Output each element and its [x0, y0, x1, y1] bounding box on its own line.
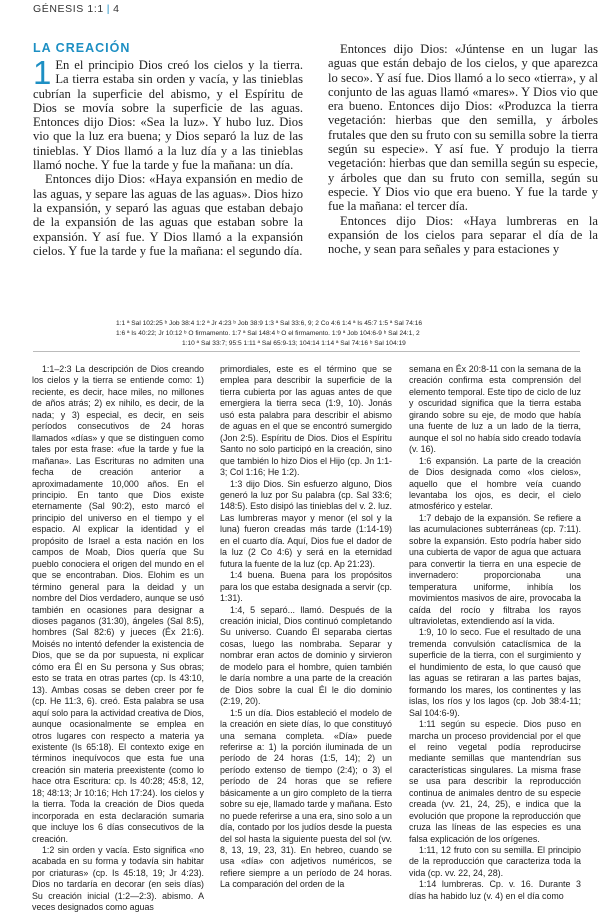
scripture-column-left — [33, 54, 303, 258]
study-note: 1:3 dijo Dios. Sin esfuerzo alguno, Dios generó la luz por Su palabra (cp. Sal 33:6; 148:5). Esto disipó las tinieblas del v. 2. luz. Las lumbreras mayor y menor (el sol y la luna) fueron creadas más tarde (1:14-19) en el cuarto día. Aquí, Dios fue el dador de la luz (2 Co 4:6) y será en la eternidad futura la fuente de la luz (cp. Ap 21:23). — [220, 478, 392, 569]
cross-reference-line: 1:6 ª Is 40:22; Jr 10:12 ᵇ O firmamento. 1:7 ª Sal 148:4 ᵇ O el firmamento. 1:9 ª Job 104:6-9 ᵇ Sal 24:1, 2 — [116, 330, 420, 337]
study-note: 1:1–2:3 La descripción de Dios creando los cielos y la tierra se entiende como: 1) reciente, es decir, hace miles, no millones de años atrás; 2) ex nihilo, es decir, de la nada; y 3) especial, es decir, en seis períodos consecutivos de 24 horas llamados «días» y que se distinguen como tales por esta frase: «fue la tarde y fue la mañana». Las Escrituras no admiten una fecha de creación anterior a aproximadamente 10,000 años. En el principio. En tanto que Dios existe eternamente (Sal 90:2), esto marcó el principio del universo en el tiempo y el espacio. Al explicar la identidad y el propósito de Israel a esta nación en los campos de Moab, Dios quería que Su pueblo conociera el origen del mundo en el que se encontraban. Dios. Elohim es un término general para la deidad y un nombre del Dios verdadero, aunque se usó también en ocasiones para designar a dioses paganos (31:30), ángeles (Sal 8:5), hombres (Sal 82:6) y jueces (Éx 21:6). Moisés no intentó defender la existencia de Dios, que se da por supuesta, ni explicar cómo era Él en Su persona y Sus obras; esto se trata en otras partes (cp. Is 43:10, 13). Ambas cosas se deben creer por fe (cp. He 11:3, 6). creó. Esta palabra se usa aquí solo para la actividad creativa de Dios, aunque ocasionalmente se emplea en otros lugares con respecto a materia ya existente (Is 65:18). El contexto exige en términos inequívocos que esta fue una creación sin materia preexistente (como lo hace otra Escritura: cp. Is 40:28; 45:8, 12, 18; 48:13; Jr 10:16; Hch 17:24). los cielos y la tierra. Toda la creación de Dios queda incorporada en esta declaración sumaria que incluye los 6 días consecutivos de la creación. — [32, 364, 204, 844]
study-note: 1:2 sin orden y vacía. Esto significa «no acabada en su forma y todavía sin habitar por criaturas» (cp. Is 45:18, 19; Jr 4:23). Dios no tardaría en decorar (en seis días) Su creación inicial (1:2—2:3). abismo. A veces designados como aguas — [32, 845, 204, 913]
chapter-drop-cap: 1 — [33, 54, 52, 91]
scripture-text: En el principio Dios creó los cielos y la tierra. La tierra estaba sin orden y vacía, y las tinieblas cubrían la superficie del abismo, y el Espíritu de Dios se movía sobre la superficie de las aguas. Entonces dijo Dios: «Sea la luz». Y hubo luz. Dios vio que la luz era buena; y Dios separó la luz de las tinieblas. Y Dios llamó a la luz día y a las tinieblas llamó noche. Y fue la tarde y fue la mañana: un día. — [33, 58, 303, 173]
study-note: 1:7 debajo de la expansión. Se refiere a las acumulaciones subterráneas (cp. 7:11). sobre la expansión. Esto podría haber sido una cubierta de vapor de agua que actuara para convertir la tierra en una especie de invernadero: proporcionaba una temperatura uniforme, inhibía los movimientos masivos de aire, provocaba la caída del rocío y filtraba los rayos ultravioletas, extendiendo así la vida. — [409, 512, 581, 626]
running-header — [33, 3, 120, 15]
study-note: 1:9, 10 lo seco. Fue el resultado de una tremenda convulsión cataclísmica de la superficie de la tierra, con el surgimiento y el hundimiento de esta, lo que causó que las aguas se retiraran a las partes bajas, formando los mares, los continentes y las islas, los ríos y los lagos (cp. Job 38:4-11; Sal 104:6-9). — [409, 627, 581, 718]
study-note: 1:4 buena. Buena para los propósitos para los que estaba designada a servir (cp. 1:31). — [220, 570, 392, 604]
study-note: 1:14 lumbreras. Cp. v. 16. Durante 3 días ha habido luz (v. 4) en el día como — [409, 879, 581, 901]
study-note: 1:11, 12 fruto con su semilla. El principio de la reproducción que caracteriza toda la vida (cp. vv. 22, 24, 28). — [409, 845, 581, 878]
study-note: primordiales, este es el término que se emplea para describir la superficie de la tierra cubierta por las aguas antes de que emergiera la tierra seca (1:9, 10). Jonás usó esta palabra para describir el abismo de aguas en el que se encontró sumergido (Jon 2:5). Espíritu de Dios. Dios el Espíritu Santo no solo participó en la creación, sino que también lo hizo Dios el Hijo (cp. Jn 1:1-3; Col 1:16; He 1:2). — [220, 364, 392, 478]
scripture-paragraph: Entonces dijo Dios: «Haya expansión en medio de las aguas, y separe las aguas de las aguas». Dios hizo la expansión, y separó las aguas que estaban debajo de la expansión de las aguas que estaban sobre la expansión. Y así fue. Y Dios llamó a la expansión cielos. Y fue la tarde y fue la mañana: el segundo día. — [33, 172, 303, 258]
study-notes-column-2 — [220, 364, 392, 891]
scripture-paragraph: Entonces dijo Dios: «Júntense en un lugar las aguas que están debajo de los cielos, y que aparezca lo seco». Y así fue. Dios llamó a lo seco «tierra», y al conjunto de las aguas llamó «mares». Y Dios vio que era bueno. Entonces dijo Dios: «Produzca la tierra vegetación: hierbas que den semilla, y árboles frutales que den su fruto con su semilla sobre la tierra según su especie». Y así fue. Y produjo la tierra vegetación: hierbas que dan semilla según su especie, y árboles que dan su fruto con semilla, según su especie. Y Dios vio que era bueno. Y fue la tarde y fue la mañana: el tercer día. — [328, 42, 598, 214]
header-separator: | — [106, 3, 111, 15]
scripture-paragraph: Entonces dijo Dios: «Haya lumbreras en la expansión de los cielos para separar el día de la noche, y sean para señales y para estaciones y — [328, 213, 598, 257]
section-divider — [33, 351, 580, 352]
study-note: 1:6 expansión. La parte de la creación de Dios designada como «los cielos», aquello que el hombre veía cuando levantaba los ojos, es decir, el cielo atmosférico y estelar. — [409, 455, 581, 512]
cross-reference-line: 1:1 ª Sal 102:25 ᵇ Job 38:4 1:2 ª Jr 4:23 ᵇ Job 38:9 1:3 ª Sal 33:6, 9; 2 Co 4:6 1:4 ª Is 45:7 1:5 ª Sal 74:16 — [116, 320, 423, 327]
header-page-number: 4 — [113, 3, 120, 15]
study-note: 1:11 según su especie. Dios puso en marcha un proceso providencial por el que el reino vegetal podía reproducirse mediante semillas que mantendrían sus características singulares. La misma frase se usa para describir la reproducción continua de animales dentro de su especie creada (vv. 21, 24, 25), e indica que la evolución que propone la reproducción que cruza las líneas de las especies es una falsa explicación de los orígenes. — [409, 719, 581, 844]
study-note: 1:5 un día. Dios estableció el modelo de la creación en siete días, lo que constituyó una semana completa. «Día» puede referirse a: 1) la porción iluminada de un período de 24 horas (1:5, 14); 2) un período extenso de tiempo (2:4); o 3) el período de 24 horas que se refiere básicamente a un giro completo de la tierra sobre su eje, llamado tarde y mañana. Esto no puede referirse a una era, sino solo a un día, contado por los judíos desde la puesta del sol hasta la siguiente puesta del sol (vv. 8, 13, 19, 23, 31). En hebreo, cuando se usa «día» con adjetivos numéricos, se refiere siempre a un período de 24 horas. La comparación del orden de la — [220, 707, 392, 890]
study-notes-column-3 — [409, 364, 581, 902]
study-note: 1:4, 5 separó... llamó. Después de la creación inicial, Dios continuó completando Su universo. Cuando Él separaba ciertas cosas, luego las nombraba. Separar y nombrar eran actos de dominio y sirvieron de modelo para el hombre, quien también le daría nombre a una parte de la creación de Dios sobre la cual Él le dio dominio (2:19, 20). — [220, 604, 392, 707]
header-book-ref: GÉNESIS 1:1 — [33, 3, 104, 15]
scripture-paragraph — [33, 54, 303, 173]
study-note: semana en Éx 20:8-11 con la semana de la creación confirma esta comprensión del elemento temporal. Este tipo de ciclo de luz y oscuridad significa que la tierra estaba girando sobre su eje, de modo que había una fuente de luz a un lado de la tierra, aunque el sol no había sido creado todavía (v. 16). — [409, 364, 581, 455]
scripture-column-right — [328, 42, 598, 256]
study-notes-column-1 — [32, 364, 204, 914]
section-heading: LA CREACIÓN — [33, 41, 131, 55]
cross-reference-line: 1:10 ª Sal 33:7; 95:5 1:11 ª Sal 65:9-13; 104:14 1:14 ª Sal 74:16 ᵇ Sal 104:19 — [182, 340, 406, 347]
